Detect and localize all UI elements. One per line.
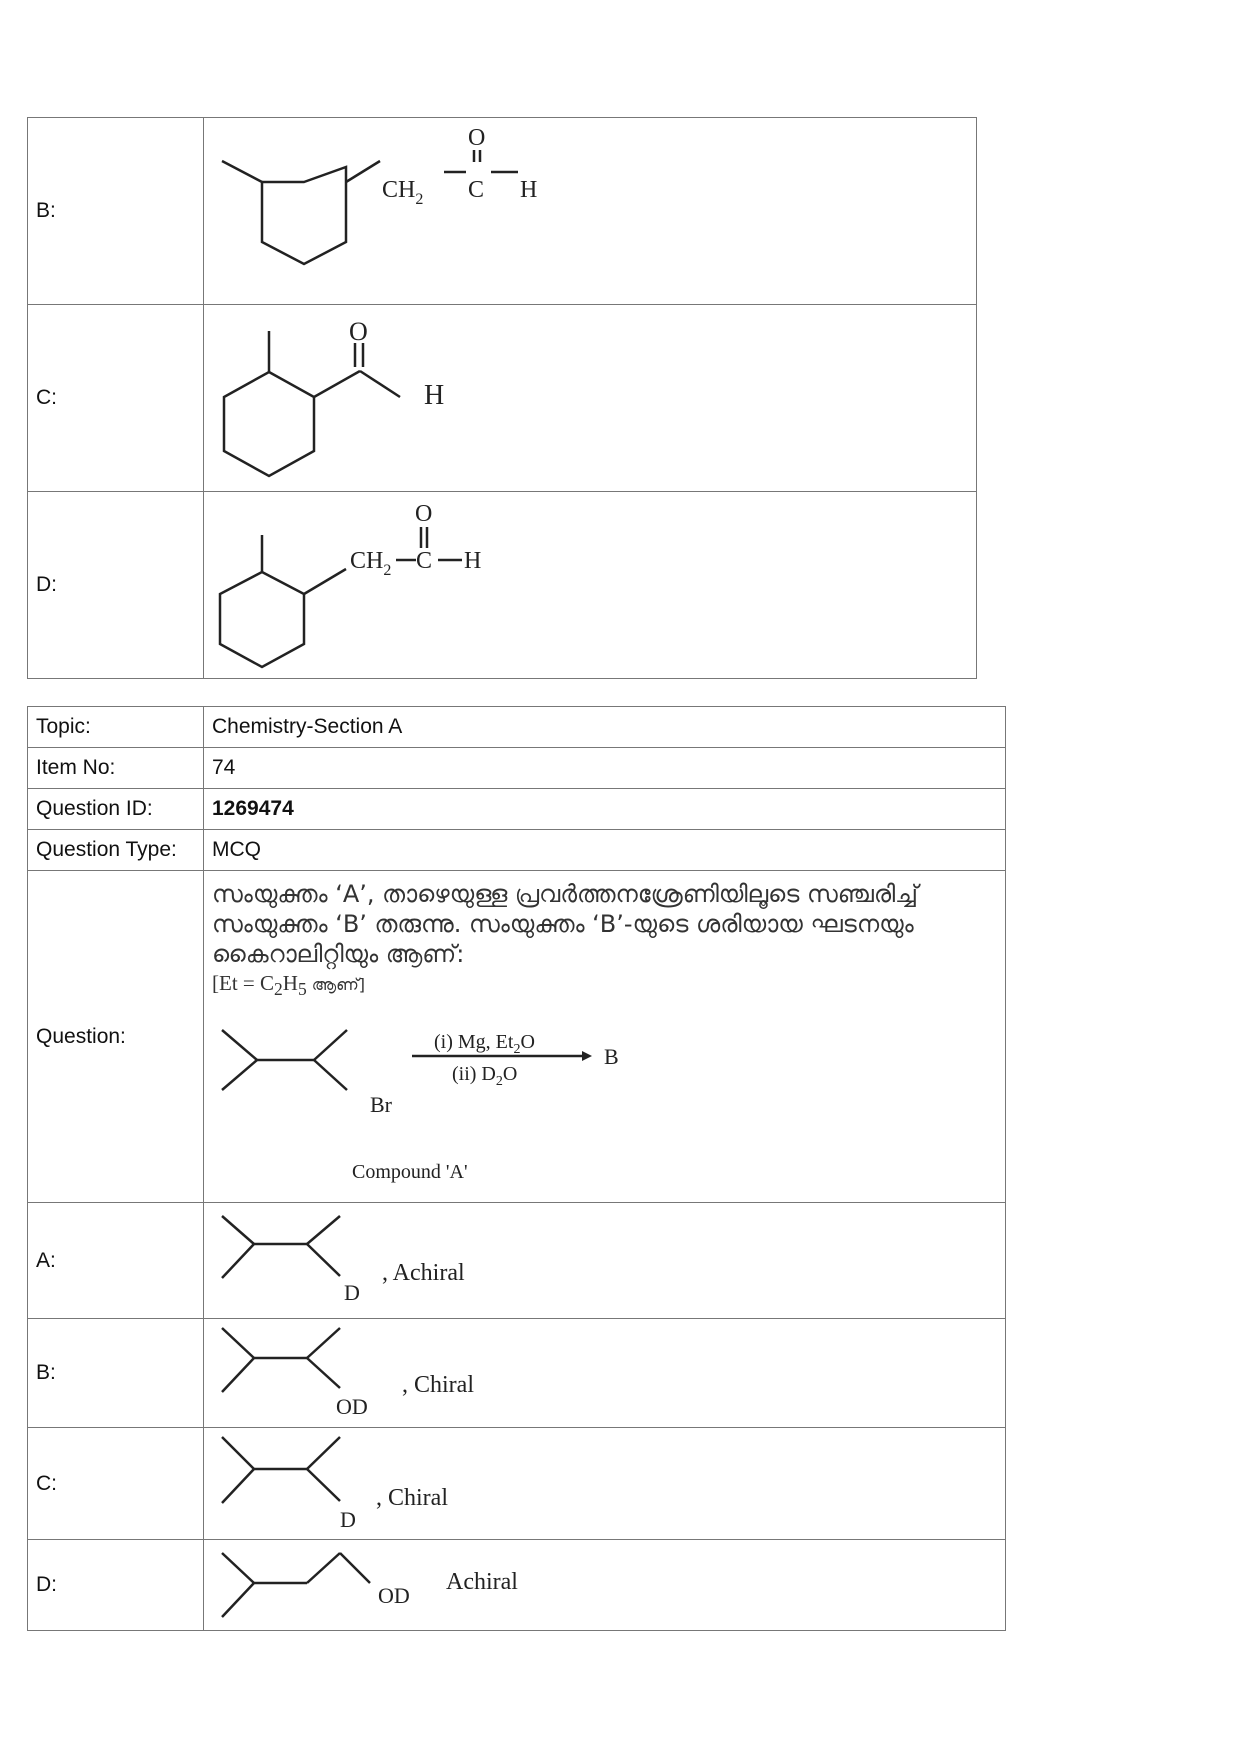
option-structure [204,1540,1006,1631]
option-label: D: [28,492,204,679]
item-no-value: 74 [204,748,1006,789]
option-row-c [28,305,977,492]
ch2-group: $CH_2$ [350,548,392,579]
option-structure [204,305,977,492]
question-text-line: സംയുക്തം ‘A’, താഴെയുള്ള പ്രവർത്തനശ്രേണിയിലൂടെ സഞ്ചരിച്ച് [212,879,918,908]
aldehyde-hydrogen: H [464,548,482,574]
option-d-structure [212,1541,532,1629]
option-row-d [28,1540,1006,1631]
option-c-structure [212,1429,512,1539]
question-id-row [28,789,1006,830]
item-no-row [28,748,1006,789]
reagent-step-2: (ii) $D_2O$ [452,1063,518,1090]
ch2-group: $CH_2$ [382,177,424,208]
option-row-b [28,118,977,305]
aldehyde-hydrogen: H [520,177,538,203]
structure-methylcyclohexyl-acetaldehyde [212,493,632,677]
carbonyl-oxygen: O [415,501,433,527]
option-row-c [28,1428,1006,1540]
topic-row [28,707,1006,748]
option-structure [204,1319,1006,1428]
carbonyl-oxygen: O [468,125,486,151]
option-structure [204,118,977,305]
question-id-label: Question ID: [28,789,204,830]
carbonyl-carbon: C [468,177,485,203]
reagent-step-1: (i) Mg, $Et_2O$ [434,1031,535,1058]
topic-value: Chemistry-Section A [204,707,1006,748]
aldehyde-hydrogen: H [424,380,445,411]
option-label: D: [28,1540,204,1631]
option-label: C: [28,1428,204,1540]
question-type-row [28,830,1006,871]
chirality-label: Achiral [446,1569,518,1595]
option-label: B: [28,1319,204,1428]
question-body [204,871,1006,1203]
question-type-value: MCQ [204,830,1006,871]
option-a-structure [212,1204,512,1318]
structure-cyclohexyl-acetaldehyde-b [212,118,632,304]
chirality-label: , Chiral [402,1372,474,1398]
option-b-structure [212,1320,512,1426]
reaction-scheme [212,1000,642,1200]
carbonyl-carbon: C [416,548,433,574]
substituent-group: OD [336,1394,368,1419]
question-label: Question: [28,871,204,1203]
question-text-line: കൈറാലിറ്റിയും ആണ്: [212,939,465,968]
chirality-label: , Chiral [376,1484,448,1511]
item-no-label: Item No: [28,748,204,789]
question-row [28,871,1006,1203]
option-row-b [28,1319,1006,1428]
topic-label: Topic: [28,707,204,748]
compound-a-caption: Compound 'A' [352,1161,468,1184]
substituent-group: OD [378,1583,410,1608]
option-structure [204,1428,1006,1540]
option-structure [204,1203,1006,1319]
option-label: B: [28,118,204,305]
option-row-d [28,492,977,679]
option-structure [204,492,977,679]
chirality-label: , Achiral [382,1259,465,1286]
ethyl-note: [$Et = C_2H_5$ ആണ്] [212,970,366,1000]
substituent-group: D [340,1506,356,1532]
question-id-value: 1269474 [204,789,1006,830]
carbonyl-oxygen: O [349,317,368,346]
option-row-a [28,1203,1006,1319]
question-type-label: Question Type: [28,830,204,871]
substituent-group: D [344,1279,360,1305]
bromine-atom: Br [370,1092,392,1118]
option-label: C: [28,305,204,492]
question-item-table [27,706,1006,1631]
question-text-line: സംയുക്തം ‘B’ തരുന്നു. സംയുക്തം ‘B’-യുടെ ശരിയായ ഘടനയും [212,909,914,938]
previous-item-options-table [27,117,977,679]
product-label: B [604,1044,619,1070]
option-label: A: [28,1203,204,1319]
structure-methylcyclohexane-carbaldehyde [212,305,632,491]
